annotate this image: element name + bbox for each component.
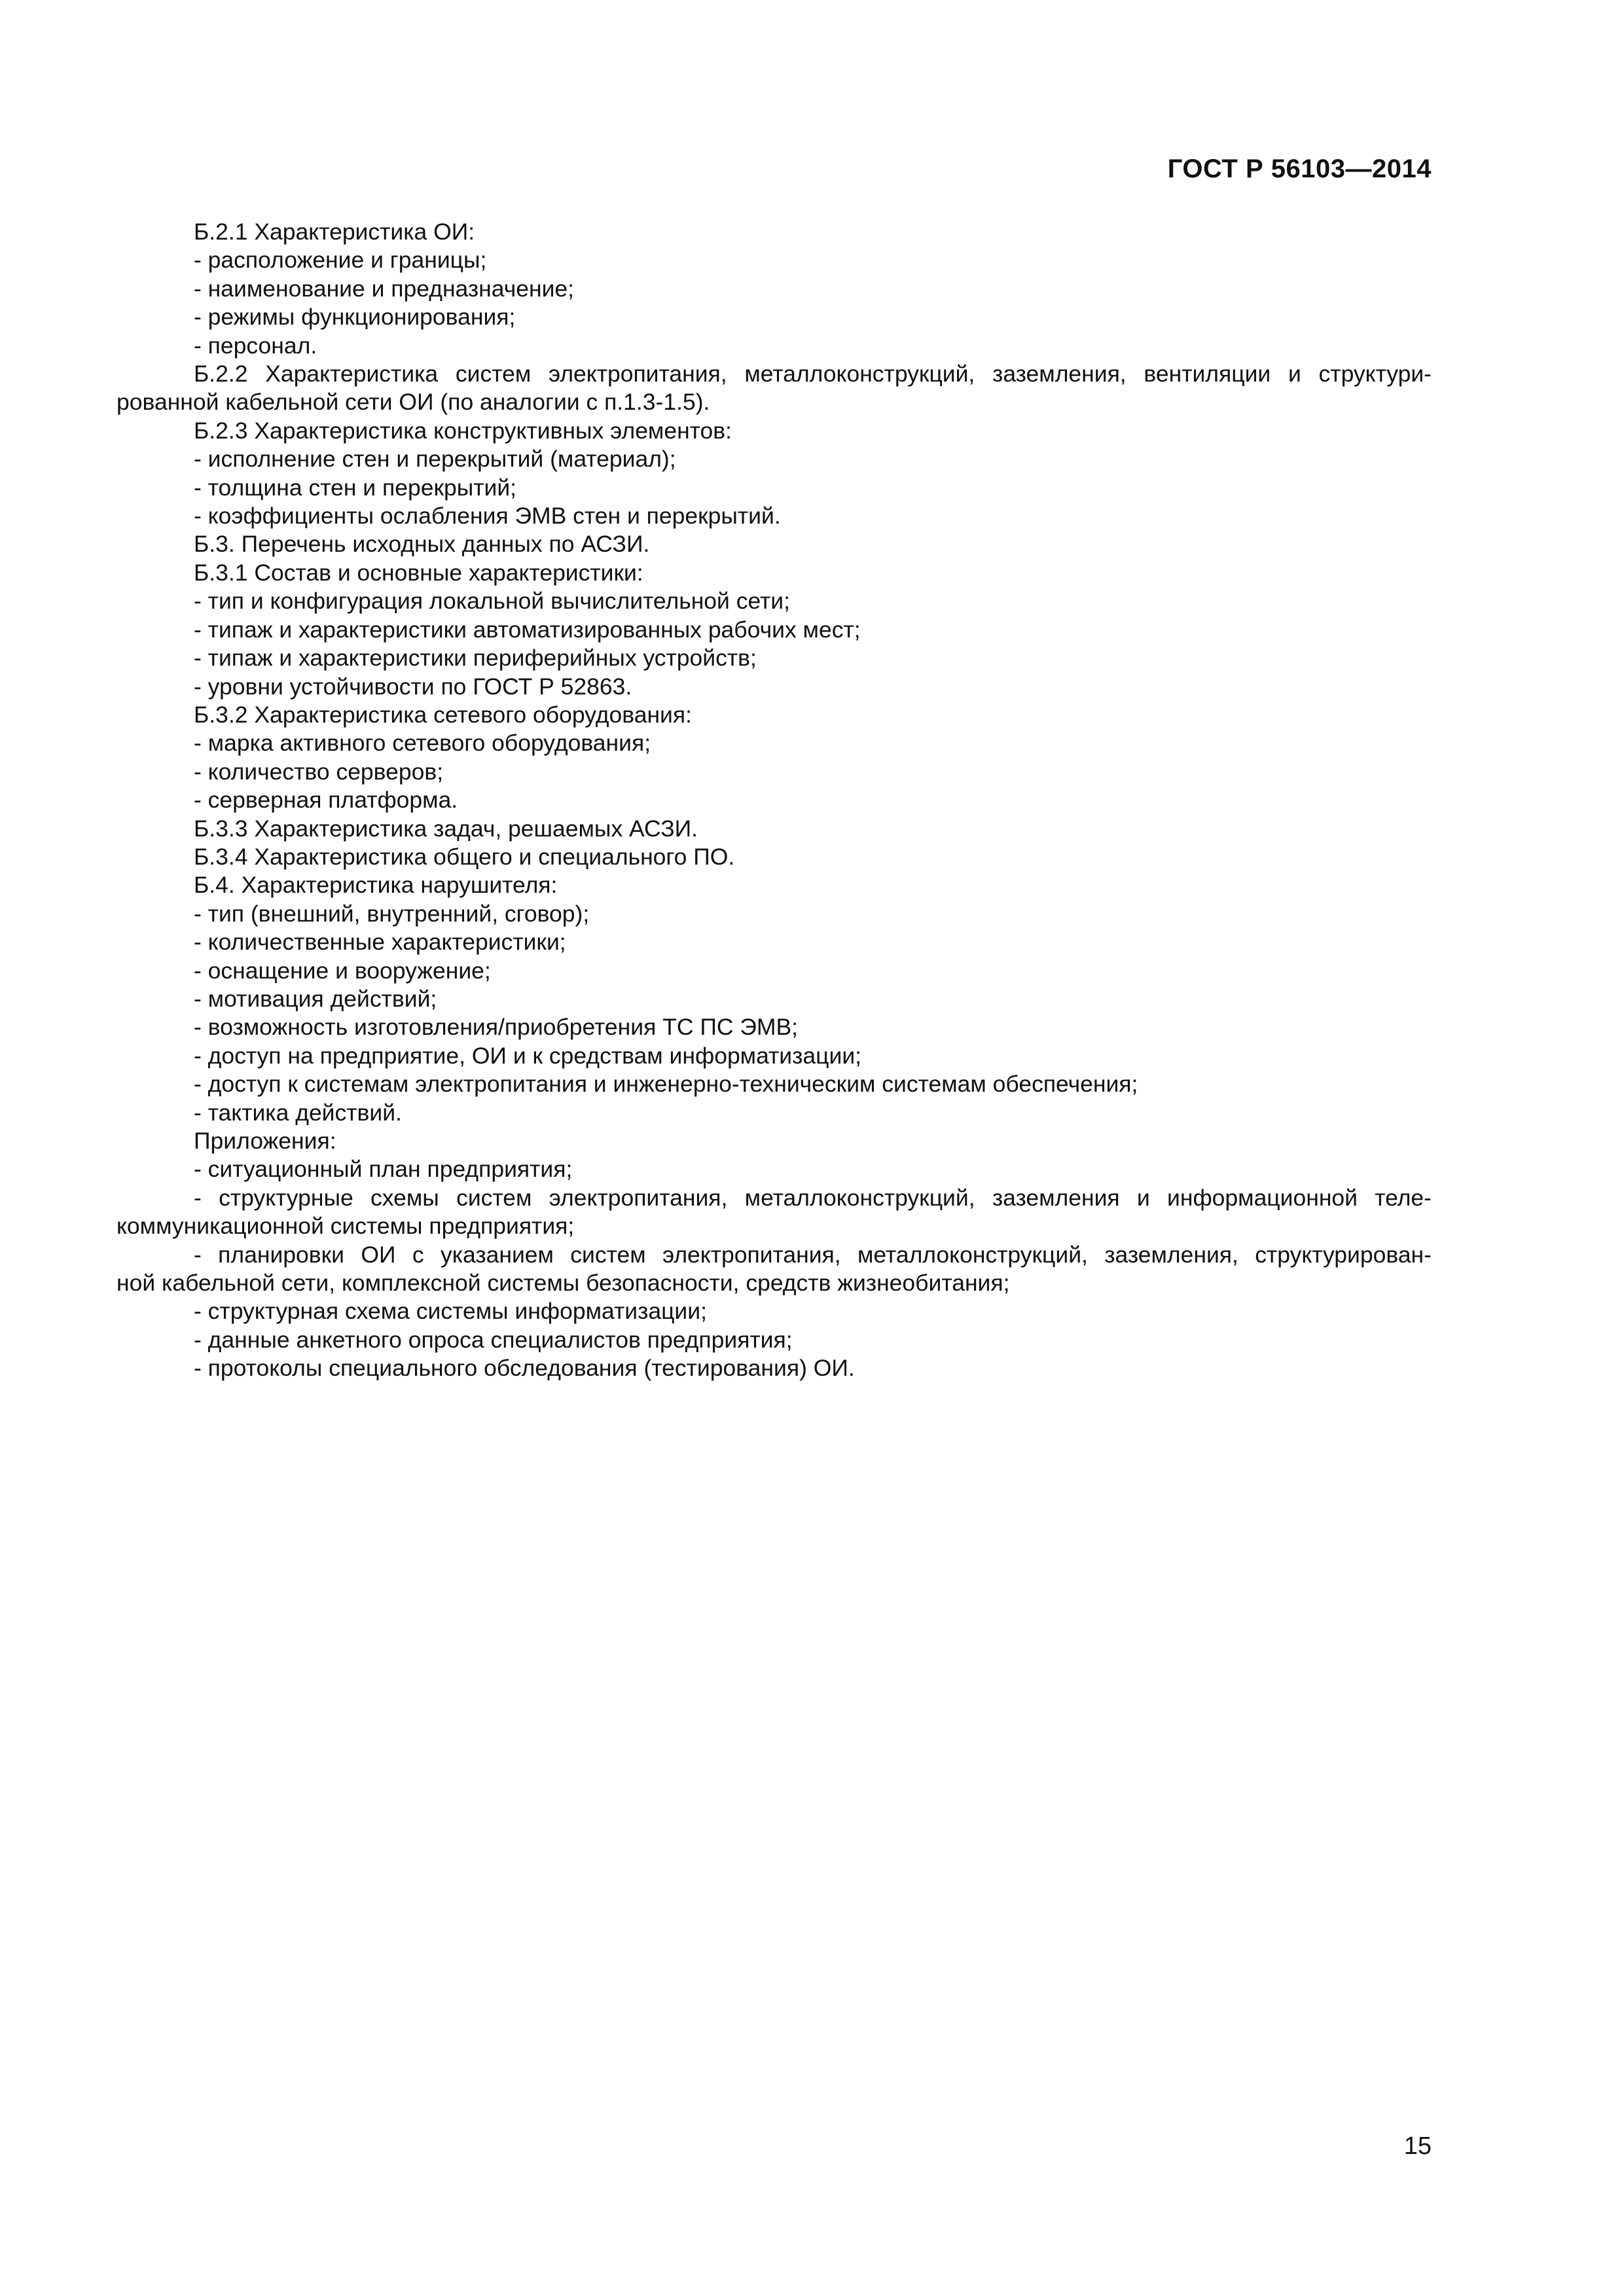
list-item: - типаж и характеристики автоматизированных рабочих мест;	[194, 616, 861, 643]
list-item: - тип (внешний, внутренний, сговор);	[194, 900, 590, 927]
document-body	[117, 218, 1432, 1383]
paragraph-continuation: рованной кабельной сети ОИ (по аналогии с п.1.3-1.5).	[117, 389, 710, 416]
list-item: - доступ к системам электропитания и инженерно-техническим системам обеспечения;	[194, 1071, 1138, 1098]
document-standard-id: ГОСТ Р 56103—2014	[1167, 154, 1432, 183]
list-item: - коэффициенты ослабления ЭМВ стен и перекрытий.	[194, 503, 781, 529]
paragraph-continuation: ной кабельной сети, комплексной системы безопасности, средств жизнеобитания;	[117, 1270, 1010, 1297]
list-item: - исполнение стен и перекрытий (материал);	[194, 446, 676, 473]
section-heading-b-2-2: Б.2.2 Характеристика систем электропитания, металлоконструкций, заземления, вентиляции и структури-	[194, 361, 1432, 387]
list-item: - марка активного сетевого оборудования;	[194, 730, 651, 757]
list-item: - персонал.	[194, 332, 317, 359]
section-heading-b-3-2: Б.3.2 Характеристика сетевого оборудования:	[194, 701, 692, 728]
list-item: - количество серверов;	[194, 758, 444, 785]
list-item: - расположение и границы;	[194, 247, 487, 274]
list-item: - доступ на предприятие, ОИ и к средствам информатизации;	[194, 1042, 862, 1069]
list-item: - толщина стен и перекрытий;	[194, 474, 517, 501]
list-item: - режимы функционирования;	[194, 304, 516, 331]
paragraph-continuation: коммуникационной системы предприятия;	[117, 1213, 575, 1240]
section-heading-b-4: Б.4. Характеристика нарушителя:	[194, 872, 558, 899]
list-item: - наименование и предназначение;	[194, 275, 575, 302]
list-item: - тактика действий.	[194, 1099, 402, 1126]
list-item: - количественные характеристики;	[194, 929, 566, 956]
list-item: - планировки ОИ с указанием систем электропитания, металлоконструкций, заземления, структурирован-	[194, 1241, 1432, 1268]
list-item: - уровни устойчивости по ГОСТ Р 52863.	[194, 673, 632, 700]
section-heading-b-3-3: Б.3.3 Характеристика задач, решаемых АСЗИ.	[194, 815, 698, 842]
section-heading-b-2-3: Б.2.3 Характеристика конструктивных элементов:	[194, 417, 732, 444]
section-heading-b-3-1: Б.3.1 Состав и основные характеристики:	[194, 559, 643, 586]
section-heading-appendices: Приложения:	[194, 1128, 336, 1154]
list-item: - структурная схема системы информатизации;	[194, 1298, 707, 1325]
section-heading-b-3-4: Б.3.4 Характеристика общего и специального ПО.	[194, 843, 735, 870]
list-item: - ситуационный план предприятия;	[194, 1156, 573, 1183]
list-item: - структурные схемы систем электропитания, металлоконструкций, заземления и информационной теле-	[194, 1184, 1432, 1211]
page-number: 15	[1403, 2132, 1432, 2160]
list-item: - протоколы специального обследования (тестирования) ОИ.	[194, 1355, 855, 1382]
list-item: - оснащение и вооружение;	[194, 957, 491, 984]
list-item: - типаж и характеристики периферийных устройств;	[194, 645, 757, 672]
list-item: - возможность изготовления/приобретения ТС ПС ЭМВ;	[194, 1014, 798, 1041]
section-heading-b-3: Б.3. Перечень исходных данных по АСЗИ.	[194, 531, 650, 558]
list-item: - мотивация действий;	[194, 985, 437, 1012]
list-item: - данные анкетного опроса специалистов предприятия;	[194, 1326, 793, 1353]
list-item: - тип и конфигурация локальной вычислительной сети;	[194, 588, 791, 615]
list-item: - серверная платформа.	[194, 787, 458, 814]
section-heading-b-2-1: Б.2.1 Характеристика ОИ:	[194, 219, 475, 245]
